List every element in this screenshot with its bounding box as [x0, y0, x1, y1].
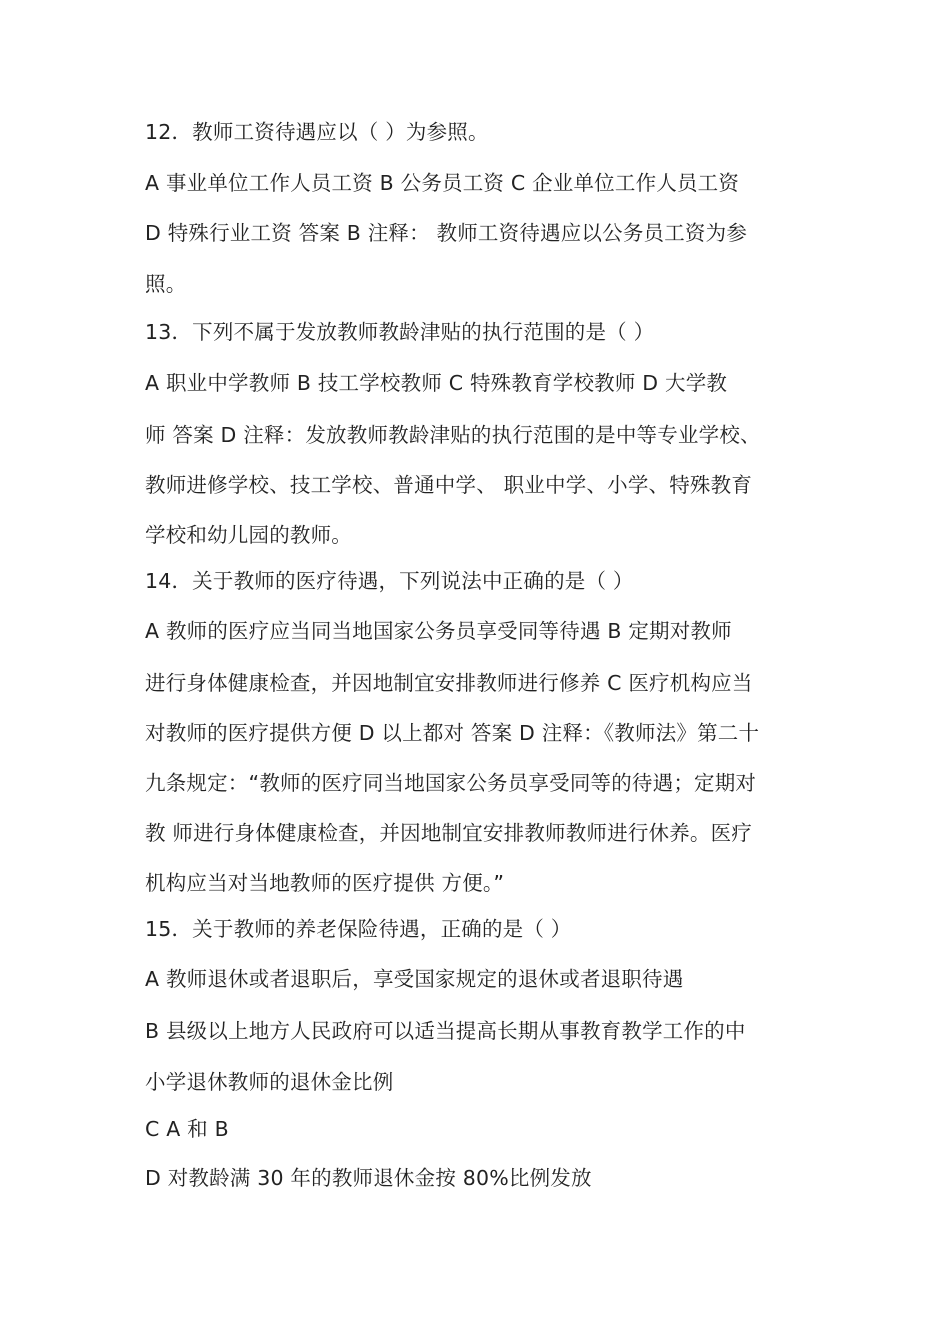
question-15-option-c: C A 和 B [145, 1117, 229, 1141]
question-14-options-line-6: 机构应当对当地教师的医疗提供 方便。” [145, 871, 505, 895]
question-14-options-line-4: 九条规定：“教师的医疗同当地国家公务员享受同等的待遇；定期对 [145, 771, 757, 795]
question-13-options-line-3: 教师进修学校、技工学校、普通中学、 职业中学、小学、特殊教育 [145, 473, 753, 497]
question-14-options-line-3: 对教师的医疗提供方便 D 以上都对 答案 D 注释：《教师法》第二十 [145, 721, 760, 745]
question-12-options-line-1: A 事业单位工作人员工资 B 公务员工资 C 企业单位工作人员工资 [145, 171, 740, 195]
question-14-options-line-5: 教 师进行身体健康检查，并因地制宜安排教师教师进行休养。医疗 [145, 821, 753, 845]
question-15-title: 15．关于教师的养老保险待遇，正确的是（ ） [145, 917, 572, 941]
question-15-option-d: D 对教龄满 30 年的教师退休金按 80%比例发放 [145, 1166, 592, 1190]
question-12-title: 12．教师工资待遇应以（ ）为参照。 [145, 120, 489, 144]
question-14-options-line-2: 进行身体健康检查，并因地制宜安排教师进行修养 C 医疗机构应当 [145, 671, 753, 695]
question-13-options-line-1: A 职业中学教师 B 技工学校教师 C 特殊教育学校教师 D 大学教 [145, 371, 728, 395]
question-15-option-b-line-1: B 县级以上地方人民政府可以适当提高长期从事教育教学工作的中 [145, 1019, 746, 1043]
question-15-option-b-line-2: 小学退休教师的退休金比例 [145, 1070, 394, 1094]
question-13-options-line-2: 师 答案 D 注释：发放教师教龄津贴的执行范围的是中等专业学校、 [145, 423, 761, 447]
question-12-options-line-3: 照。 [145, 272, 187, 296]
question-15-option-a: A 教师退休或者退职后，享受国家规定的退休或者退职待遇 [145, 967, 684, 991]
question-12-options-line-2: D 特殊行业工资 答案 B 注释： 教师工资待遇应以公务员工资为参 [145, 221, 748, 245]
question-14-title: 14．关于教师的医疗待遇，下列说法中正确的是（ ） [145, 569, 634, 593]
question-13-title: 13．下列不属于发放教师教龄津贴的执行范围的是（ ） [145, 320, 655, 344]
question-14-options-line-1: A 教师的医疗应当同当地国家公务员享受同等待遇 B 定期对教师 [145, 619, 732, 643]
question-13-options-line-4: 学校和幼儿园的教师。 [145, 523, 352, 547]
